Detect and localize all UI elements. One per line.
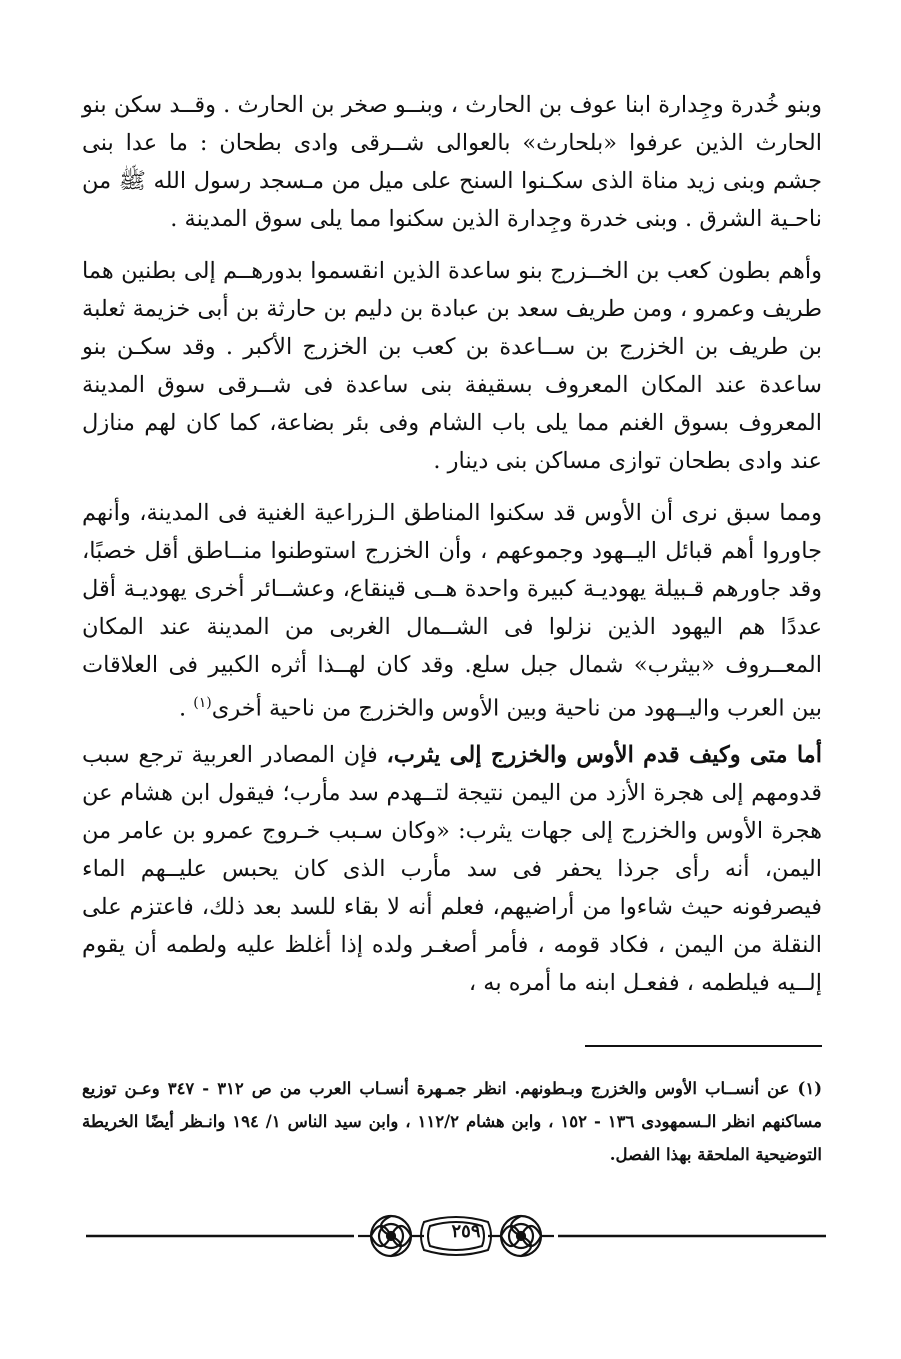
paragraph-2-text: وأهم بطون كعب بن الخــزرج بنو ساعدة الذين انقسموا بدورهــم إلى بطنين هما طريف وعمرو ، ومن طريف سعد بن عبادة بن دليم بن حارثة بن أبى خزيمة ثعلبة بن طريف بن الخزرج بن ســاعدة بن كعب بن الخزرج الأكبر . وقد سكـن بنو ساعدة عند المكان المعروف بسقيفة بنى ساعدة فى شــرقى سوق المدينة المعروف بسوق الغنم مما يلى باب الشام وفى بئر بضاعة، كما كان لهم منازل عند وادى بطحان توازى مساكن بنى دينار . [82,258,822,474]
paragraph-3: ومما سبق نرى أن الأوس قد سكنوا المناطق الـزراعية الغنية فى المدينة، وأنهم جاوروا أهم قبائل اليــهود وجموعهم ، وأن الخزرج استوطنوا منــاطق أقل خصبًا، وقد جاورهم قـبيلة يهوديـة كبيرة واحدة هــى قينقاع، وعشــائر أخرى يهوديـة أقل عددًا هم اليهود الذين نزلوا فى الشــمال الغربى من المدينة عند المكان المعــروف «بيثرب» شمال جبل سلع. وقد كان لهــذا أثره الكبير فى العلاقات بين العرب واليــهود من ناحية وبين الأوس والخزرج من ناحية أخرى$^{(١)}$ . [82,500,822,722]
footnote-separator [585,1045,822,1047]
footnote-reference: (١) [193,695,212,711]
paragraph-4-text: فإن المصادر العربية ترجع سبب قدومهم إلى هجرة الأزد من اليمن نتيجة لتــهدم سد مأرب؛ فيقول ابن هشام عن هجرة الأوس والخزرج إلى جهات يثرب: «وكان سـبب خـروج عمرو بن عامر من اليمن، أنه رأى جرذا يحفر فى سد مأرب الذى كان يحبس عليــهم الماء فيصرفونه حيث شاءوا من أراضيهم، فعلم أنه لا بقاء للسد بعد ذلك، فاعتزم على النقلة من اليمن ، فكاد قومه ، فأمر أصغـر ولده إذا أغلظ عليه ولطمه أن يقوم إلــيه فيلطمه ، ففعـل ابنه ما أمره به ، [82,741,822,996]
paragraph-1-text: وبنو خُدرة وجِدارة ابنا عوف بن الحارث ، وبنــو صخر بن الحارث . وقــد سكن بنو الحارث الذين عرفوا «بلحارث» بالعوالى شــرقى وادى بطحان : ما عدا بنى جشم وبنى زيد مناة الذى سكـنوا السنح على ميل من مـسجد رسول الله ﷺ من ناحـية الشرق . وبنى خدرة وجِدارة الذين سكنوا مما يلى سوق المدينة . [82,92,822,232]
paragraph-4 [82,736,822,1002]
footnote-text: (١) عن أنســاب الأوس والخزرج وبـطونهم. انظر جمـهرة أنسـاب العرب من ص ٣١٢ - ٣٤٧ وعـن توزيع مساكنهم انظر الـسمهودى ١٣٦ - ١٥٢ ، وابن هشام ١١٢/٢ ، وابن سيد الناس ١/ ١٩٤ وانـظر أيضًا الخريطة التوضيحية الملحقة بهذا الفصل. [82,1079,823,1164]
page-footer [86,1202,826,1272]
paragraph-2 [82,252,822,480]
right-knot-icon [488,1216,554,1256]
footnote [82,1072,822,1171]
main-text [82,86,822,1002]
page-number: ٢٥٩ [451,1221,481,1242]
paragraph-1 [82,86,822,238]
left-knot-icon [358,1216,424,1256]
paragraph-4-lead: أما متى وكيف قدم الأوس والخزرج إلى يثرب، [386,741,822,768]
paragraph-3-text: ومما سبق نرى أن الأوس قد سكنوا المناطق الـزراعية الغنية فى المدينة، وأنهم جاوروا أهم قبائل اليــهود وجموعهم ، وأن الخزرج استوطنوا منــاطق أقل خصبًا، وقد جاورهم قـبيلة يهوديـة كبيرة واحدة هــى قينقاع، وعشــائر أخرى يهوديـة أقل عددًا هم اليهود الذين نزلوا فى الشــمال الغربى من المدينة عند المكان المعــروف «بيثرب» شمال جبل سلع. وقد كان لهــذا أثره الكبير فى العلاقات بين العرب واليــهود من ناحية وبين الأوس والخزرج من ناحية أخرى [82,500,822,722]
